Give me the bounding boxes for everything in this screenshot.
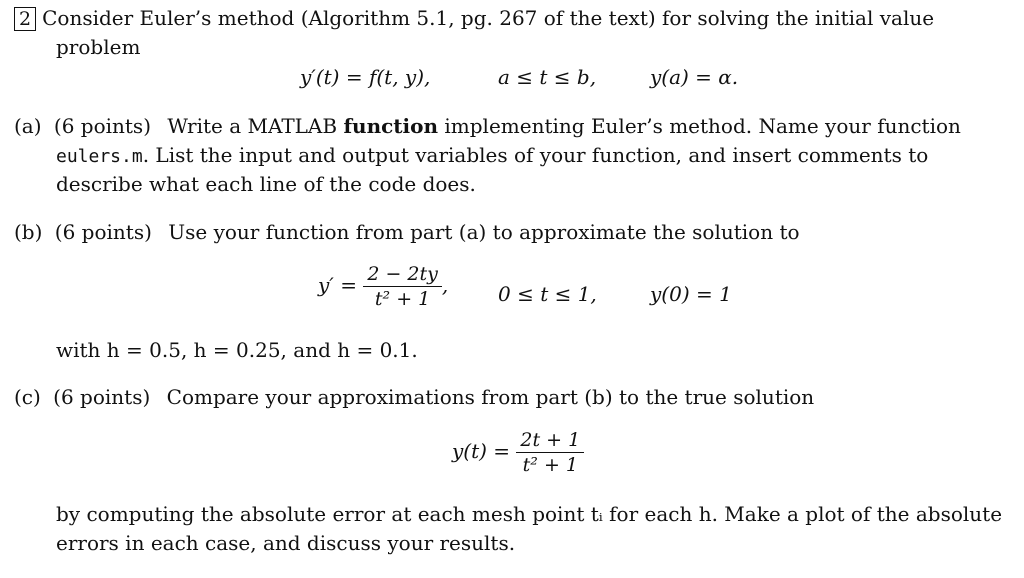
part-b-eq-lhs: y′ = [318, 273, 357, 297]
part-c-line-1 [14, 383, 814, 411]
part-a-text-before: Write a MATLAB [167, 114, 338, 138]
ivp-interval: a ≤ t ≤ b, [498, 65, 597, 89]
part-c-points: (6 points) [53, 385, 151, 409]
part-b-interval: 0 ≤ t ≤ 1, [498, 282, 597, 306]
part-c-text: Compare your approximations from part (b) to the true solution [166, 385, 815, 409]
part-c-line-after-2: errors in each case, and discuss your results. [56, 531, 516, 555]
part-a-points: (6 points) [53, 114, 151, 138]
part-c-numerator: 2t + 1 [516, 428, 584, 453]
problem-number-box: 2 [14, 7, 36, 31]
part-c-line-after-1: by computing the absolute error at each mesh point tᵢ for each h. Make a plot of the absolute [56, 502, 1003, 526]
part-a-label: (a) [14, 114, 42, 138]
part-b-numerator: 2 − 2ty [363, 262, 442, 287]
part-a-line-2-text: . List the input and output variables of your function, and insert comments to [142, 143, 929, 167]
problem-intro-text: Consider Euler’s method (Algorithm 5.1, pg. 267 of the text) for solving the initial value [42, 6, 935, 30]
part-c-eq-lhs: y(t) = [452, 439, 511, 463]
part-b-label: (b) [14, 220, 43, 244]
problem-intro-line-2: problem [56, 35, 141, 59]
part-c-label: (c) [14, 385, 41, 409]
part-b-step-sizes: with h = 0.5, h = 0.25, and h = 0.1. [56, 338, 418, 362]
part-b-initial-condition: y(0) = 1 [650, 282, 732, 306]
part-b-text: Use your function from part (a) to approximate the solution to [168, 220, 800, 244]
part-a-line-2 [56, 141, 928, 171]
part-a-line-3: describe what each line of the code does. [56, 172, 476, 196]
part-b-eq-comma: , [441, 273, 449, 297]
part-b-points: (6 points) [54, 220, 152, 244]
part-a-code-name: eulers.m [56, 146, 143, 167]
problem-intro-line-1 [14, 4, 934, 32]
part-b-equation [318, 262, 448, 311]
part-a-line-1 [14, 112, 961, 140]
part-a-bold-word: function [343, 114, 439, 138]
part-b-fraction [363, 262, 442, 311]
part-b-line-1 [14, 218, 800, 246]
part-b-denominator: t² + 1 [374, 288, 431, 310]
part-a-text-after: implementing Euler’s method. Name your function [444, 114, 961, 138]
ivp-ode: y′(t) = f(t, y), [300, 65, 431, 89]
part-c-denominator: t² + 1 [522, 454, 578, 476]
ivp-initial-condition: y(a) = α. [650, 65, 739, 89]
part-c-equation [452, 428, 584, 477]
part-c-fraction [516, 428, 584, 477]
